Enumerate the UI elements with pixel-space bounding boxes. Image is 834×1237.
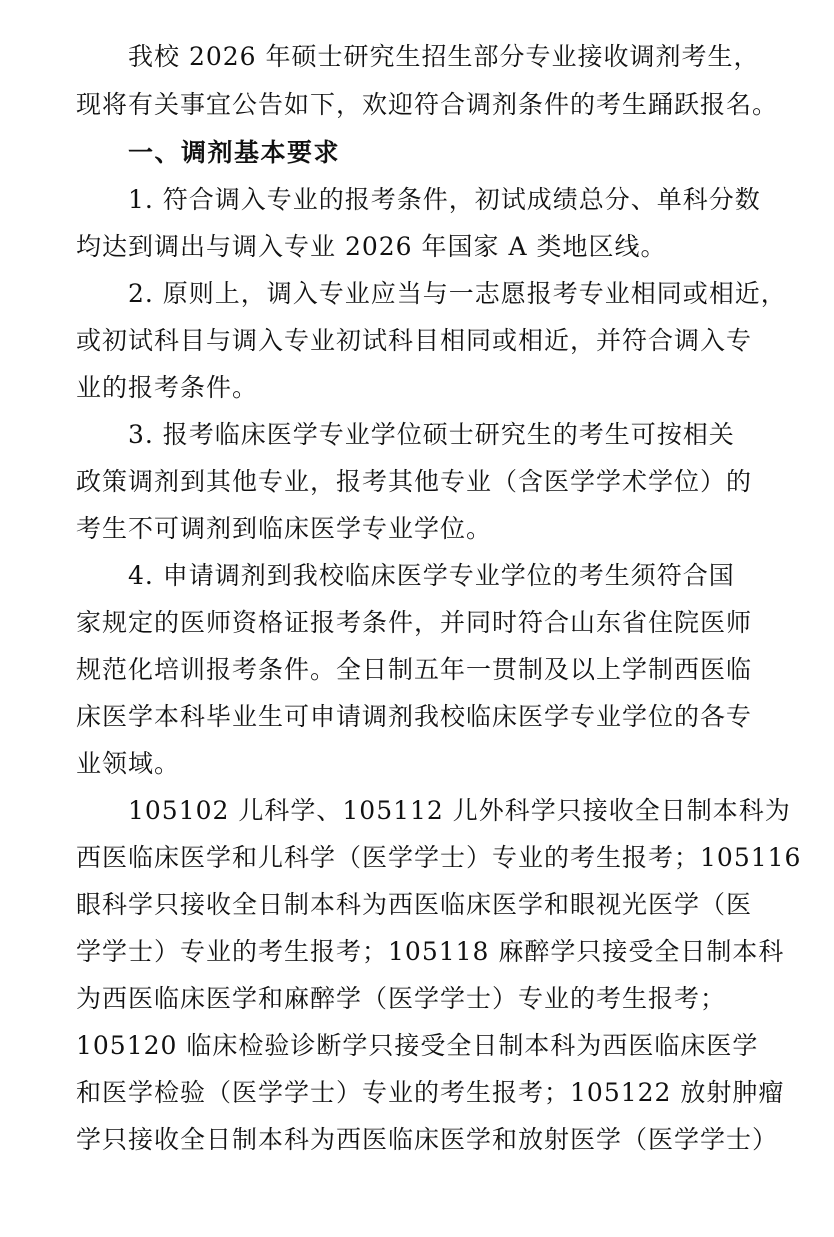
item-4-line-2: 家规定的医师资格证报考条件，并同时符合山东省住院医师 (76, 608, 753, 637)
item-5-line-1: 105102 儿科学、105112 儿外科学只接收全日制本科为 (128, 796, 791, 825)
item-5-line-5: 为西医临床医学和麻醉学（医学学士）专业的考生报考； (76, 984, 727, 1013)
item-3-line-2: 政策调剂到其他专业，报考其他专业（含医学学术学位）的 (76, 467, 753, 496)
item-5-line-8: 学只接收全日制本科为西医临床医学和放射医学（医学学士） (76, 1125, 779, 1154)
item-2-line-2: 或初试科目与调入专业初试科目相同或相近，并符合调入专 (76, 326, 753, 355)
item-1-line-2: 均达到调出与调入专业 2026 年国家 A 类地区线。 (76, 232, 667, 261)
item-1-line-1: 1. 符合调入专业的报考条件，初试成绩总分、单科分数 (128, 185, 761, 214)
item-2-line-1: 2. 原则上，调入专业应当与一志愿报考专业相同或相近， (128, 279, 787, 308)
item-3-line-1: 3. 报考临床医学专业学位硕士研究生的考生可按相关 (128, 420, 735, 449)
intro-line-2: 现将有关事宜公告如下，欢迎符合调剂条件的考生踊跃报名。 (76, 90, 779, 119)
item-4-line-5: 业领域。 (76, 749, 181, 778)
item-4-line-4: 床医学本科毕业生可申请调剂我校临床医学专业学位的各专 (76, 702, 753, 731)
item-4-line-3: 规范化培训报考条件。全日制五年一贯制及以上学制西医临 (76, 655, 753, 684)
item-5-line-3: 眼科学只接收全日制本科为西医临床医学和眼视光医学（医 (76, 890, 753, 919)
item-5-line-2: 西医临床医学和儿科学（医学学士）专业的考生报考；105116 (76, 843, 802, 872)
item-4-line-1: 4. 申请调剂到我校临床医学专业学位的考生须符合国 (128, 561, 735, 590)
section-heading: 一、调剂基本要求 (128, 138, 341, 167)
intro-line-1: 我校 2026 年硕士研究生招生部分专业接收调剂考生， (128, 42, 760, 71)
item-5-line-4: 学学士）专业的考生报考；105118 麻醉学只接受全日制本科 (76, 937, 785, 966)
item-5-line-6: 105120 临床检验诊断学只接受全日制本科为西医临床医学 (76, 1031, 759, 1060)
item-2-line-3: 业的报考条件。 (76, 373, 259, 402)
item-5-line-7: 和医学检验（医学学士）专业的考生报考；105122 放射肿瘤 (76, 1078, 785, 1107)
item-3-line-3: 考生不可调剂到临床医学专业学位。 (76, 514, 493, 543)
